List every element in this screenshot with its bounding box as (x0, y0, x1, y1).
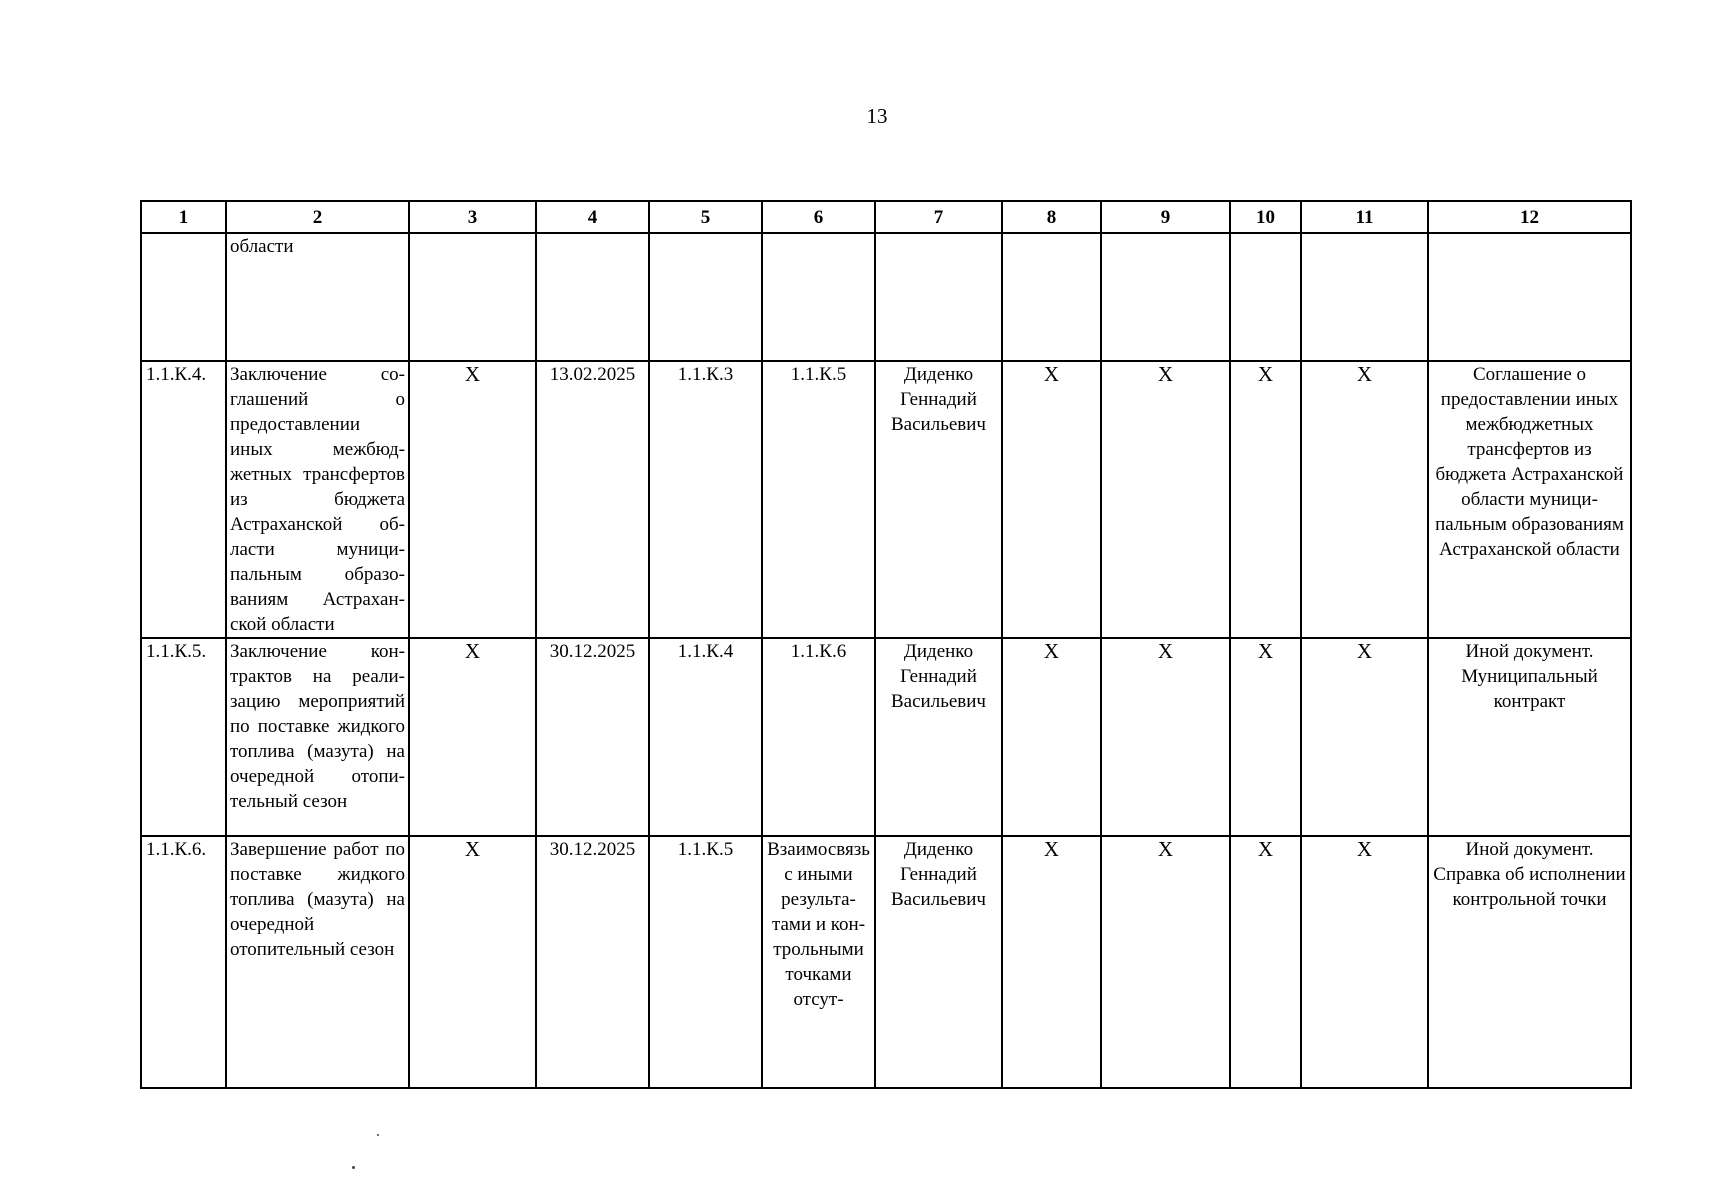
col-header: 8 (1002, 201, 1101, 233)
row-prev: 1.1.К.4 (649, 638, 762, 836)
row-next: 1.1.К.5 (762, 361, 875, 638)
col-header: 7 (875, 201, 1002, 233)
cell-x: Х (1301, 638, 1428, 836)
cell-x: Х (1101, 361, 1230, 638)
row-name: Заключение контрактов на реализацию мероприятий по поставке жидкого топлива (мазута) на очередной отопительный сезон (226, 638, 409, 836)
col-header: 5 (649, 201, 762, 233)
row-next: 1.1.К.6 (762, 638, 875, 836)
cell-x: Х (1230, 638, 1301, 836)
row-prev: 1.1.К.5 (649, 836, 762, 1088)
cell-x: Х (409, 836, 536, 1088)
cell-x: Х (409, 638, 536, 836)
cell-x: Х (1230, 836, 1301, 1088)
row-date: 30.12.2025 (536, 638, 649, 836)
row-responsible: Диденко Геннадий Васильевич (875, 836, 1002, 1088)
row-document: Иной документ. Муниципальный контракт (1428, 638, 1631, 836)
cell-x: Х (1002, 638, 1101, 836)
col-header: 6 (762, 201, 875, 233)
page-number: 13 (866, 104, 888, 128)
col-header: 10 (1230, 201, 1301, 233)
cell-x: Х (1301, 836, 1428, 1088)
table-row-continuation (141, 233, 1631, 361)
row-code: 1.1.К.4. (141, 361, 226, 638)
row-date: 13.02.2025 (536, 361, 649, 638)
scan-speck (352, 1166, 355, 1169)
col-header: 2 (226, 201, 409, 233)
row-document: Иной документ. Справка об исполнении контрольной точки (1428, 836, 1631, 1088)
col-header: 11 (1301, 201, 1428, 233)
cell-x: Х (1002, 836, 1101, 1088)
table-row (141, 836, 1631, 1088)
row-responsible: Диденко Геннадий Васильевич (875, 361, 1002, 638)
col-header: 4 (536, 201, 649, 233)
table-header-row (141, 201, 1631, 233)
scan-speck (377, 1134, 379, 1136)
row-responsible: Диденко Геннадий Васильевич (875, 638, 1002, 836)
cell-x: Х (1101, 638, 1230, 836)
row-name: Завершение работ по поставке жидкого топлива (мазута) на очередной отопительный сезон (226, 836, 409, 1088)
table-row (141, 361, 1631, 638)
table-row (141, 638, 1631, 836)
cell-x: Х (1002, 361, 1101, 638)
control-points-table (140, 200, 1632, 1089)
row-next: Взаимосвязь с иными результатами и контрольными точками отсут- (762, 836, 875, 1088)
cell-x: Х (1230, 361, 1301, 638)
row-code: 1.1.К.6. (141, 836, 226, 1088)
row-date: 30.12.2025 (536, 836, 649, 1088)
col-header: 1 (141, 201, 226, 233)
row-code: 1.1.К.5. (141, 638, 226, 836)
col-header: 9 (1101, 201, 1230, 233)
cell-x: Х (409, 361, 536, 638)
col-header: 3 (409, 201, 536, 233)
continuation-text: области (226, 233, 409, 361)
row-prev: 1.1.К.3 (649, 361, 762, 638)
row-name: Заключение соглашений о предоставлении иных межбюджетных трансфертов из бюджета Астраханской области муниципальным образованиям Астраханской области (226, 361, 409, 638)
cell-x: Х (1101, 836, 1230, 1088)
cell-x: Х (1301, 361, 1428, 638)
col-header: 12 (1428, 201, 1631, 233)
row-document: Соглашение о предоставлении иных межбюджетных трансфертов из бюджета Астраханской области муниципальным образованиям Астраханской области (1428, 361, 1631, 638)
